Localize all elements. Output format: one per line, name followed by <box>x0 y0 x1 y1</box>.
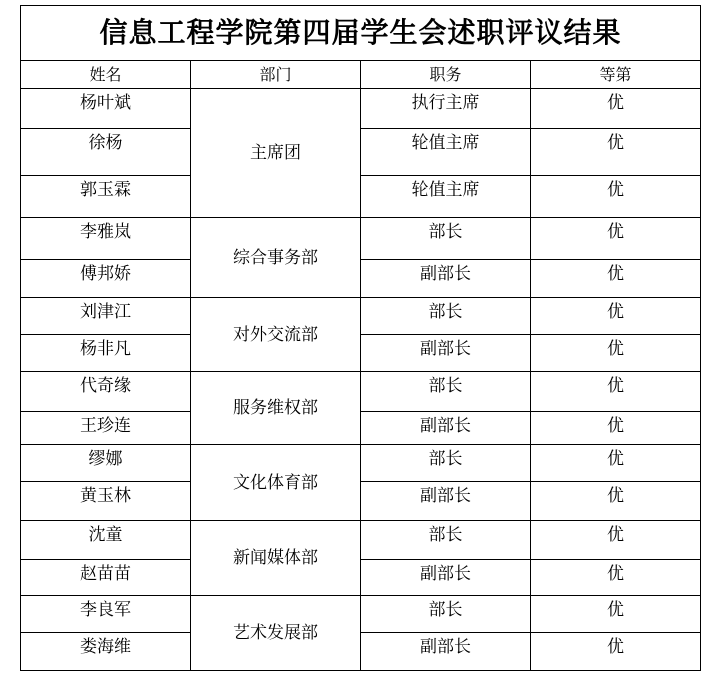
grade-cell <box>531 335 701 372</box>
position-cell-text: 副部长 <box>420 564 471 584</box>
grade-cell <box>531 176 701 218</box>
name-cell-text: 李良军 <box>80 600 131 620</box>
grade-cell-text: 优 <box>607 486 624 506</box>
position-cell-text: 副部长 <box>420 264 471 284</box>
dept-cell: 艺术发展部 <box>191 596 361 671</box>
grade-cell-text: 优 <box>607 600 624 620</box>
name-cell <box>21 298 191 335</box>
position-cell-text: 副部长 <box>420 339 471 359</box>
position-cell <box>361 521 531 560</box>
position-cell-text: 副部长 <box>420 486 471 506</box>
document <box>20 5 700 673</box>
dept-cell: 文化体育部 <box>191 445 361 521</box>
position-cell <box>361 89 531 129</box>
grade-cell <box>531 372 701 412</box>
name-cell <box>21 412 191 445</box>
header-position: 职务 <box>361 61 531 89</box>
table-row <box>21 129 701 176</box>
name-cell-text: 代奇缘 <box>80 376 131 396</box>
dept-cell: 新闻媒体部 <box>191 521 361 596</box>
grade-cell-text: 优 <box>607 339 624 359</box>
grade-cell <box>531 482 701 521</box>
name-cell <box>21 482 191 521</box>
position-cell-text: 副部长 <box>420 637 471 657</box>
position-cell <box>361 596 531 633</box>
table-row <box>21 596 701 633</box>
dept-cell: 主席团 <box>191 89 361 218</box>
position-cell <box>361 560 531 596</box>
grade-cell-text: 优 <box>607 133 624 153</box>
name-cell-text: 沈童 <box>88 525 123 545</box>
grade-cell-text: 优 <box>607 222 624 242</box>
grade-cell-text: 优 <box>607 416 624 436</box>
position-cell-text: 副部长 <box>420 416 471 436</box>
grade-cell <box>531 260 701 298</box>
grade-cell <box>531 218 701 260</box>
name-cell-text: 杨叶斌 <box>80 93 131 113</box>
name-cell <box>21 560 191 596</box>
name-cell-text: 赵苗苗 <box>80 564 131 584</box>
table-row <box>21 412 701 445</box>
header-name: 姓名 <box>21 61 191 89</box>
grade-cell-text: 优 <box>607 637 624 657</box>
table-row <box>21 89 701 129</box>
position-cell-text: 轮值主席 <box>411 180 480 200</box>
grade-cell-text: 优 <box>607 302 624 322</box>
table-row <box>21 445 701 482</box>
position-cell-text: 轮值主席 <box>411 133 480 153</box>
position-cell <box>361 482 531 521</box>
table-row <box>21 560 701 596</box>
dept-cell: 对外交流部 <box>191 298 361 372</box>
position-cell <box>361 129 531 176</box>
header-dept: 部门 <box>191 61 361 89</box>
name-cell-text: 缪娜 <box>88 449 123 469</box>
grade-cell-text: 优 <box>607 93 624 113</box>
grade-cell <box>531 89 701 129</box>
grade-cell-text: 优 <box>607 449 624 469</box>
grade-cell <box>531 633 701 671</box>
position-cell <box>361 633 531 671</box>
name-cell <box>21 372 191 412</box>
position-cell <box>361 412 531 445</box>
name-cell-text: 傅邦娇 <box>80 264 131 284</box>
name-cell-text: 郭玉霖 <box>80 180 131 200</box>
name-cell <box>21 633 191 671</box>
name-cell <box>21 89 191 129</box>
header-grade: 等第 <box>531 61 701 89</box>
name-cell-text: 李雅岚 <box>80 222 131 242</box>
name-cell-text: 徐杨 <box>88 133 123 153</box>
name-cell-text: 刘津江 <box>80 302 131 322</box>
results-table-body <box>21 6 701 671</box>
name-cell-text: 娄海维 <box>80 637 131 657</box>
name-cell-text: 杨非凡 <box>80 339 131 359</box>
grade-cell <box>531 560 701 596</box>
title-row <box>21 6 701 61</box>
position-cell <box>361 176 531 218</box>
grade-cell <box>531 445 701 482</box>
name-cell <box>21 218 191 260</box>
position-cell <box>361 335 531 372</box>
grade-cell <box>531 521 701 560</box>
header-row <box>21 61 701 89</box>
grade-cell-text: 优 <box>607 564 624 584</box>
position-cell-text: 部长 <box>428 600 463 620</box>
grade-cell <box>531 298 701 335</box>
name-cell <box>21 335 191 372</box>
table-row <box>21 298 701 335</box>
position-cell-text: 执行主席 <box>411 93 480 113</box>
document-title: 信息工程学院第四届学生会述职评议结果 <box>21 6 701 61</box>
grade-cell-text: 优 <box>607 180 624 200</box>
grade-cell-text: 优 <box>607 376 624 396</box>
grade-cell <box>531 412 701 445</box>
table-row <box>21 176 701 218</box>
name-cell <box>21 596 191 633</box>
position-cell <box>361 372 531 412</box>
name-cell-text: 黄玉林 <box>80 486 131 506</box>
position-cell-text: 部长 <box>428 302 463 322</box>
table-row <box>21 260 701 298</box>
name-cell <box>21 176 191 218</box>
table-row <box>21 372 701 412</box>
grade-cell-text: 优 <box>607 525 624 545</box>
grade-cell <box>531 596 701 633</box>
position-cell <box>361 298 531 335</box>
dept-cell: 服务维权部 <box>191 372 361 445</box>
position-cell-text: 部长 <box>428 376 463 396</box>
table-row <box>21 521 701 560</box>
position-cell-text: 部长 <box>428 525 463 545</box>
dept-cell: 综合事务部 <box>191 218 361 298</box>
table-row <box>21 633 701 671</box>
grade-cell-text: 优 <box>607 264 624 284</box>
position-cell <box>361 218 531 260</box>
name-cell <box>21 260 191 298</box>
position-cell <box>361 260 531 298</box>
name-cell <box>21 129 191 176</box>
table-row <box>21 218 701 260</box>
table-row <box>21 482 701 521</box>
name-cell <box>21 521 191 560</box>
position-cell-text: 部长 <box>428 449 463 469</box>
position-cell-text: 部长 <box>428 222 463 242</box>
position-cell <box>361 445 531 482</box>
table-row <box>21 335 701 372</box>
results-table <box>20 5 701 671</box>
grade-cell <box>531 129 701 176</box>
name-cell-text: 王珍连 <box>80 416 131 436</box>
name-cell <box>21 445 191 482</box>
